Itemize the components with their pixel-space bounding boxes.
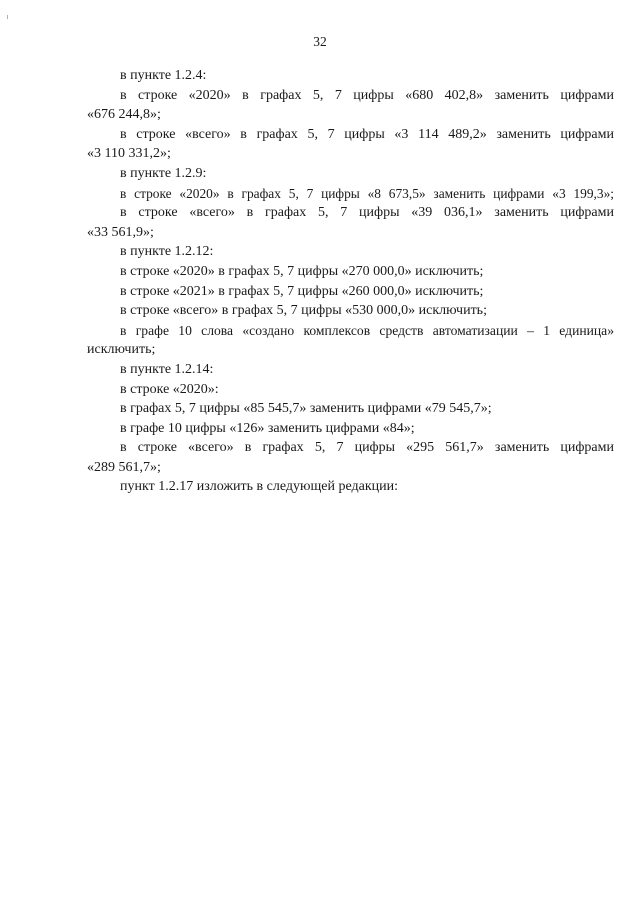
text-line: пункт 1.2.17 изложить в следующей редакции: (120, 479, 398, 495)
text-line: в пункте 1.2.12: (120, 244, 214, 260)
text-line: «289 561,7»; (87, 459, 161, 475)
text-line: в строке «2020» в графах 5, 7 цифры «8 673,5» заменить цифрами «3 199,3»; (120, 185, 614, 201)
text-line: в строке «всего» в графах 5, 7 цифры «295 561,7» заменить цифрами (120, 440, 614, 456)
text-line: «33 561,9»; (87, 224, 154, 240)
page-number: 32 (313, 34, 327, 49)
text-line: в графе 10 цифры «126» заменить цифрами «84»; (120, 420, 415, 436)
text-line: исключить; (87, 342, 156, 358)
text-line: в строке «2020» в графах 5, 7 цифры «680 402,8» заменить цифрами (120, 87, 614, 103)
text-line: в пункте 1.2.14: (120, 361, 214, 377)
text-line: в строке «всего» в графах 5, 7 цифры «39 036,1» заменить цифрами (120, 205, 614, 221)
text-line: в пункте 1.2.4: (120, 68, 207, 83)
text-line: в графах 5, 7 цифры «85 545,7» заменить цифрами «79 545,7»; (120, 401, 492, 417)
margin-mark (7, 15, 8, 19)
text-line: в пункте 1.2.9: (120, 165, 207, 181)
document-body (87, 66, 614, 497)
text-line: в графе 10 слова «создано комплексов средств автоматизации – 1 единица» (120, 322, 614, 338)
text-line: «676 244,8»; (87, 107, 161, 123)
text-line: в строке «всего» в графах 5, 7 цифры «530 000,0» исключить; (120, 303, 487, 319)
text-line: в строке «2020» в графах 5, 7 цифры «270 000,0» исключить; (120, 263, 484, 279)
text-line: «3 110 331,2»; (87, 146, 171, 162)
text-line: в строке «2021» в графах 5, 7 цифры «260 000,0» исключить; (120, 283, 484, 299)
text-line: в строке «всего» в графах 5, 7 цифры «3 114 489,2» заменить цифрами (120, 126, 614, 142)
text-line: в строке «2020»: (120, 381, 219, 397)
